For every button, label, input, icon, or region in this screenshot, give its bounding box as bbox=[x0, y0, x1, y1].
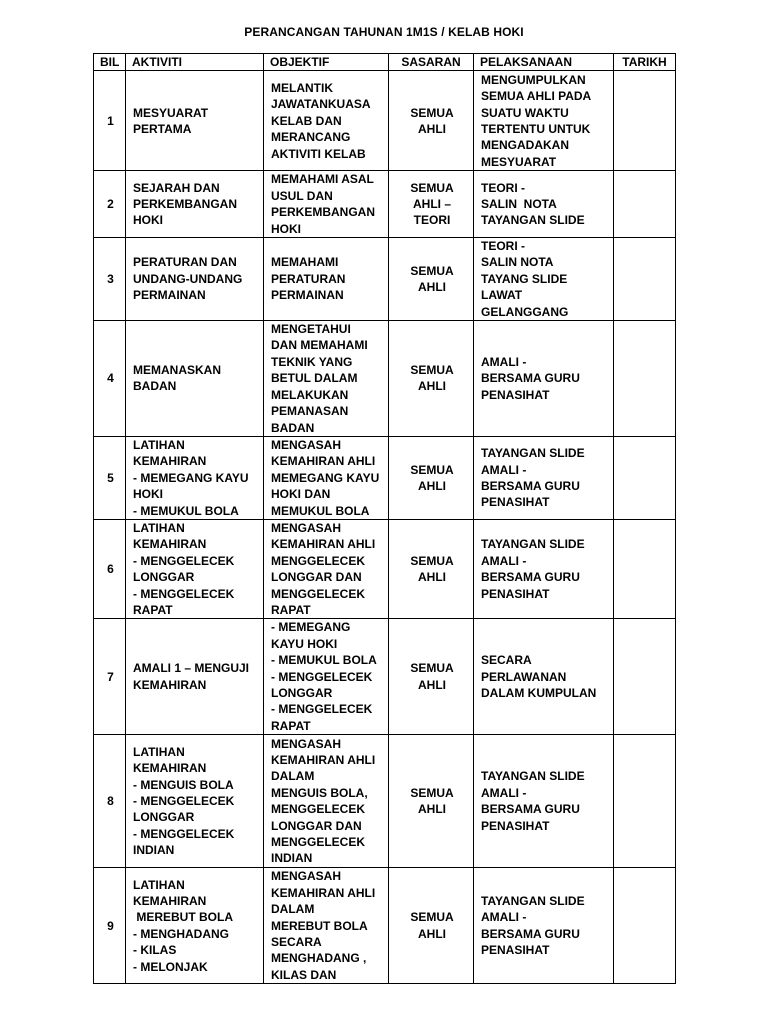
cell-line: USUL DAN bbox=[271, 188, 333, 203]
cell-line: MEMUKUL BOLA bbox=[271, 503, 370, 518]
cell-line: AHLI bbox=[418, 802, 446, 817]
cell-line: AHLI bbox=[418, 121, 446, 136]
cell-line: MENGASAH bbox=[271, 437, 342, 452]
cell-line: MESYUARAT bbox=[133, 105, 209, 120]
cell-bil: 4 bbox=[94, 321, 126, 437]
cell-line: MENGASAH bbox=[271, 736, 342, 751]
cell-line: MENGGELECEK bbox=[271, 586, 366, 601]
cell-sasaran bbox=[389, 436, 474, 519]
cell-line: PENASIHAT bbox=[481, 586, 550, 601]
cell-line: TAYANGAN SLIDE bbox=[481, 537, 585, 552]
cell-pelaksanaan bbox=[474, 619, 614, 735]
plan-table bbox=[93, 53, 676, 984]
cell-line: AKTIVITI KELAB bbox=[271, 146, 366, 161]
cell-aktiviti bbox=[126, 238, 264, 321]
cell-aktiviti bbox=[126, 519, 264, 618]
cell-line: SECARA bbox=[271, 934, 322, 949]
cell-line: BERSAMA GURU bbox=[481, 570, 580, 585]
table-row bbox=[94, 619, 676, 735]
cell-line: MELAKUKAN bbox=[271, 387, 349, 402]
cell-line: KEMAHIRAN bbox=[133, 761, 207, 776]
cell-line: PERLAWANAN bbox=[481, 669, 567, 684]
cell-objektif bbox=[264, 519, 389, 618]
cell-line: LATIHAN bbox=[133, 437, 185, 452]
cell-line: LONGGAR bbox=[133, 570, 195, 585]
table-row bbox=[94, 436, 676, 519]
cell-aktiviti bbox=[126, 171, 264, 238]
cell-bil: 5 bbox=[94, 436, 126, 519]
cell-line: SUATU WAKTU bbox=[481, 105, 569, 120]
cell-line: INDIAN bbox=[271, 851, 313, 866]
header-bil: BIL bbox=[94, 54, 126, 71]
cell-line: KEMAHIRAN bbox=[133, 454, 207, 469]
cell-line: SEMUA bbox=[410, 263, 454, 278]
cell-line: PENASIHAT bbox=[481, 818, 550, 833]
cell-line: MEMANASKAN bbox=[133, 363, 221, 378]
cell-line: SEMUA AHLI PADA bbox=[481, 89, 592, 104]
cell-line: RAPAT bbox=[271, 718, 311, 733]
cell-line: TERTENTU UNTUK bbox=[481, 121, 591, 136]
cell-objektif bbox=[264, 321, 389, 437]
cell-pelaksanaan bbox=[474, 436, 614, 519]
cell-line: MEREBUT BOLA bbox=[271, 918, 368, 933]
cell-line: SEMUA bbox=[410, 910, 454, 925]
header-objektif: OBJEKTIF bbox=[264, 54, 389, 71]
cell-line: AHLI – bbox=[412, 197, 451, 212]
cell-aktiviti bbox=[126, 735, 264, 868]
cell-line: LAWAT bbox=[481, 288, 523, 303]
cell-line: TEORI bbox=[413, 213, 451, 228]
table-row bbox=[94, 171, 676, 238]
cell-line: SECARA bbox=[481, 653, 532, 668]
cell-line: MERANCANG bbox=[271, 130, 351, 145]
cell-line: AMALI - bbox=[481, 785, 527, 800]
cell-aktiviti bbox=[126, 436, 264, 519]
cell-tarikh bbox=[614, 735, 676, 868]
cell-line: PERMAINAN bbox=[271, 288, 344, 303]
cell-line: - KILAS bbox=[133, 943, 177, 958]
cell-line: KELAB DAN bbox=[271, 113, 342, 128]
cell-line: PERTAMA bbox=[133, 121, 192, 136]
cell-line: HOKI bbox=[271, 221, 301, 236]
cell-line: MEREBUT BOLA bbox=[133, 910, 233, 925]
cell-line: MEMEGANG KAYU bbox=[271, 470, 380, 485]
cell-line: BETUL DALAM bbox=[271, 371, 358, 386]
cell-line: - MEMEGANG bbox=[271, 620, 351, 635]
cell-line: BERSAMA GURU bbox=[481, 478, 580, 493]
cell-line: - MEMUKUL BOLA bbox=[133, 503, 239, 518]
cell-line: KEMAHIRAN AHLI bbox=[271, 885, 376, 900]
cell-line: DALAM bbox=[271, 769, 315, 784]
cell-line: INDIAN bbox=[133, 843, 175, 858]
cell-line: BADAN bbox=[271, 420, 315, 435]
cell-line: BERSAMA GURU bbox=[481, 926, 580, 941]
table-row bbox=[94, 238, 676, 321]
page-title: PERANCANGAN TAHUNAN 1M1S / KELAB HOKI bbox=[244, 25, 524, 39]
cell-line: TAYANGAN SLIDE bbox=[481, 446, 585, 461]
cell-line: MENGHADANG , bbox=[271, 951, 367, 966]
cell-line: LATIHAN bbox=[133, 744, 185, 759]
cell-line: JAWATANKUASA bbox=[271, 97, 371, 112]
cell-pelaksanaan bbox=[474, 71, 614, 171]
cell-line: BERSAMA GURU bbox=[481, 802, 580, 817]
cell-objektif bbox=[264, 238, 389, 321]
cell-tarikh bbox=[614, 619, 676, 735]
cell-line: AHLI bbox=[418, 926, 446, 941]
cell-line: PENASIHAT bbox=[481, 387, 550, 402]
cell-line: RAPAT bbox=[271, 602, 311, 617]
cell-line: MENGGELECEK bbox=[271, 802, 366, 817]
cell-line: - MENGGELECEK bbox=[133, 794, 235, 809]
cell-line: BERSAMA GURU bbox=[481, 371, 580, 386]
table-row bbox=[94, 735, 676, 868]
cell-line: PEMANASAN bbox=[271, 404, 349, 419]
cell-line: LATIHAN bbox=[133, 877, 185, 892]
cell-pelaksanaan bbox=[474, 321, 614, 437]
table-row bbox=[94, 519, 676, 618]
plan-body bbox=[94, 71, 676, 984]
cell-objektif bbox=[264, 868, 389, 984]
cell-line: BADAN bbox=[133, 379, 177, 394]
cell-line: AMALI - bbox=[481, 910, 527, 925]
cell-line: MEMAHAMI bbox=[271, 255, 339, 270]
cell-line: SALIN NOTA bbox=[481, 255, 554, 270]
cell-line: MENGASAH bbox=[271, 520, 342, 535]
cell-line: DAN MEMAHAMI bbox=[271, 338, 368, 353]
cell-line: KEMAHIRAN AHLI bbox=[271, 454, 376, 469]
cell-line: SEMUA bbox=[410, 785, 454, 800]
cell-line: SEMUA bbox=[410, 363, 454, 378]
cell-aktiviti bbox=[126, 619, 264, 735]
cell-line: PERATURAN DAN bbox=[133, 255, 237, 270]
cell-line: AMALI - bbox=[481, 354, 527, 369]
cell-sasaran bbox=[389, 71, 474, 171]
cell-line: - MENGUIS BOLA bbox=[133, 777, 234, 792]
cell-line: KEMAHIRAN bbox=[133, 893, 207, 908]
cell-line: AHLI bbox=[418, 570, 446, 585]
cell-line: AHLI bbox=[418, 280, 446, 295]
cell-bil: 2 bbox=[94, 171, 126, 238]
cell-tarikh bbox=[614, 519, 676, 618]
cell-line: SEJARAH DAN bbox=[133, 180, 220, 195]
cell-line: - MENGGELECEK bbox=[271, 669, 373, 684]
cell-aktiviti bbox=[126, 321, 264, 437]
cell-line: HOKI bbox=[133, 487, 163, 502]
cell-line: KEMAHIRAN AHLI bbox=[271, 537, 376, 552]
cell-line: - MENGGELECEK bbox=[133, 553, 235, 568]
cell-line: KEMAHIRAN bbox=[133, 537, 207, 552]
cell-tarikh bbox=[614, 171, 676, 238]
cell-line: HOKI DAN bbox=[271, 487, 331, 502]
cell-objektif bbox=[264, 735, 389, 868]
cell-line: LONGGAR DAN bbox=[271, 570, 362, 585]
cell-objektif bbox=[264, 71, 389, 171]
cell-line: PERMAINAN bbox=[133, 288, 206, 303]
cell-line: TEORI - bbox=[481, 180, 525, 195]
cell-aktiviti bbox=[126, 868, 264, 984]
cell-sasaran bbox=[389, 321, 474, 437]
cell-line: - MENGHADANG bbox=[133, 926, 229, 941]
cell-pelaksanaan bbox=[474, 238, 614, 321]
cell-bil: 7 bbox=[94, 619, 126, 735]
cell-line: - MEMUKUL BOLA bbox=[271, 653, 377, 668]
cell-line: AMALI 1 – MENGUJI bbox=[133, 661, 250, 676]
cell-line: MENGUMPULKAN bbox=[481, 72, 586, 87]
cell-pelaksanaan bbox=[474, 519, 614, 618]
cell-line: PENASIHAT bbox=[481, 495, 550, 510]
cell-line: - MEMEGANG KAYU bbox=[133, 470, 249, 485]
header-pelaksanaan: PELAKSANAAN bbox=[474, 54, 614, 71]
cell-line: AHLI bbox=[418, 677, 446, 692]
cell-line: KEMAHIRAN AHLI bbox=[271, 753, 376, 767]
cell-line: SEMUA bbox=[410, 553, 454, 568]
cell-line: TEORI - bbox=[481, 239, 525, 254]
cell-line: PERATURAN bbox=[271, 271, 346, 286]
header-aktiviti: AKTIVITI bbox=[126, 54, 264, 71]
table-row bbox=[94, 321, 676, 437]
cell-objektif bbox=[264, 436, 389, 519]
cell-tarikh bbox=[614, 71, 676, 171]
cell-objektif bbox=[264, 619, 389, 735]
cell-line: MENGUIS BOLA, bbox=[271, 785, 368, 800]
cell-line: MEMAHAMI ASAL bbox=[271, 172, 374, 187]
header-sasaran: SASARAN bbox=[389, 54, 474, 71]
cell-line: LONGGAR bbox=[133, 810, 195, 825]
cell-line: MENGGELECEK bbox=[271, 553, 366, 568]
cell-line: MENGETAHUI bbox=[271, 322, 351, 337]
cell-line: MESYUARAT bbox=[481, 154, 557, 169]
cell-sasaran bbox=[389, 868, 474, 984]
cell-line: KILAS DAN bbox=[271, 967, 337, 982]
cell-line: DALAM bbox=[271, 902, 315, 917]
cell-line: TAYANGAN SLIDE bbox=[481, 893, 585, 908]
cell-aktiviti bbox=[126, 71, 264, 171]
cell-line: - MENGGELECEK bbox=[133, 826, 235, 841]
cell-line: DALAM KUMPULAN bbox=[481, 686, 597, 700]
cell-line: MENGADAKAN bbox=[481, 138, 569, 153]
cell-line: TAYANGAN SLIDE bbox=[481, 213, 585, 228]
cell-line: PERKEMBANGAN bbox=[133, 197, 238, 212]
cell-sasaran bbox=[389, 619, 474, 735]
cell-line: TEKNIK YANG bbox=[271, 354, 353, 369]
cell-line: MENGASAH bbox=[271, 869, 342, 884]
cell-line: - MELONJAK bbox=[133, 959, 208, 974]
cell-line: AMALI - bbox=[481, 553, 527, 568]
cell-tarikh bbox=[614, 868, 676, 984]
cell-sasaran bbox=[389, 171, 474, 238]
cell-line: LONGGAR bbox=[271, 686, 333, 700]
cell-line: TAYANG SLIDE bbox=[481, 271, 568, 286]
cell-line: KEMAHIRAN bbox=[133, 677, 207, 692]
cell-line: LONGGAR DAN bbox=[271, 818, 362, 833]
cell-bil: 6 bbox=[94, 519, 126, 618]
header-row bbox=[94, 54, 676, 71]
cell-line: - MENGGELECEK bbox=[271, 702, 373, 717]
cell-line: AHLI bbox=[418, 379, 446, 394]
cell-line: SEMUA bbox=[410, 105, 454, 120]
cell-line: KAYU HOKI bbox=[271, 636, 338, 651]
header-tarikh: TARIKH bbox=[614, 54, 676, 71]
cell-line: SEMUA bbox=[410, 462, 454, 477]
cell-sasaran bbox=[389, 519, 474, 618]
cell-line: MELANTIK bbox=[271, 80, 333, 95]
cell-line: - MENGGELECEK bbox=[133, 586, 235, 601]
cell-bil: 1 bbox=[94, 71, 126, 171]
cell-sasaran bbox=[389, 238, 474, 321]
cell-pelaksanaan bbox=[474, 171, 614, 238]
cell-line: GELANGGANG bbox=[481, 304, 569, 319]
cell-line: MENGGELECEK bbox=[271, 835, 366, 850]
cell-bil: 3 bbox=[94, 238, 126, 321]
cell-line: LATIHAN bbox=[133, 520, 185, 535]
cell-bil: 9 bbox=[94, 868, 126, 984]
cell-pelaksanaan bbox=[474, 868, 614, 984]
table-row bbox=[94, 868, 676, 984]
cell-line: SEMUA bbox=[410, 661, 454, 676]
cell-line: HOKI bbox=[133, 213, 163, 228]
cell-line: RAPAT bbox=[133, 602, 173, 617]
cell-tarikh bbox=[614, 321, 676, 437]
cell-line: SALIN NOTA bbox=[481, 197, 557, 212]
cell-objektif bbox=[264, 171, 389, 238]
cell-bil: 8 bbox=[94, 735, 126, 868]
cell-tarikh bbox=[614, 436, 676, 519]
cell-line: PERKEMBANGAN bbox=[271, 205, 376, 220]
cell-line: TAYANGAN SLIDE bbox=[481, 769, 585, 784]
table-row bbox=[94, 71, 676, 171]
cell-line: AMALI - bbox=[481, 462, 527, 477]
cell-sasaran bbox=[389, 735, 474, 868]
cell-line: PENASIHAT bbox=[481, 943, 550, 958]
cell-line: UNDANG-UNDANG bbox=[133, 271, 243, 286]
cell-line: AHLI bbox=[418, 478, 446, 493]
cell-line: SEMUA bbox=[410, 180, 454, 195]
cell-tarikh bbox=[614, 238, 676, 321]
cell-pelaksanaan bbox=[474, 735, 614, 868]
